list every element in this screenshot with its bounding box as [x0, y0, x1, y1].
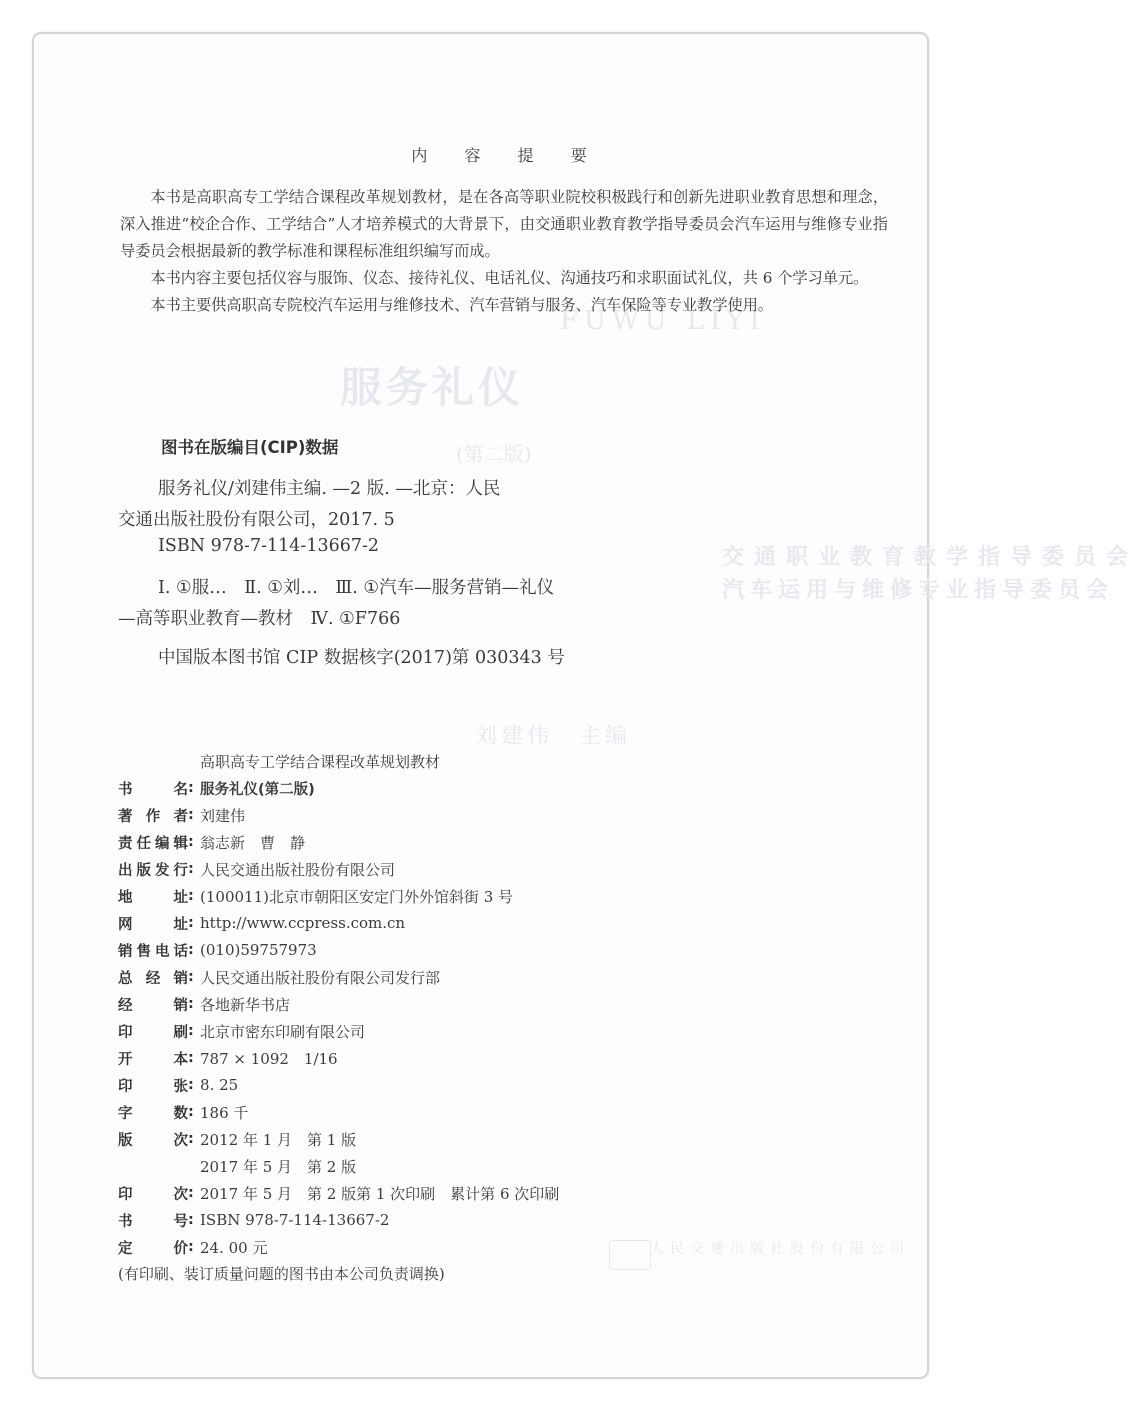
colon: : [188, 969, 194, 985]
colophon-row [118, 831, 305, 853]
colophon-row [118, 1236, 267, 1258]
colophon-label: 著作者 [118, 808, 188, 825]
cip-line: 服务礼仪/刘建伟主编. —2 版. —北京：人民 [158, 479, 501, 499]
colophon-value: 24. 00 元 [200, 1238, 268, 1257]
colophon-label: 书号 [118, 1213, 188, 1230]
colophon-value: 人民交通出版社股份有限公司发行部 [200, 968, 441, 987]
summary-paragraph: 本书内容主要包括仪容与服饰、仪态、接待礼仪、电话礼仪、沟通技巧和求职面试礼仪，共 6 个学习单元。 [150, 269, 869, 287]
summary-paragraph: 本书主要供高职高专院校汽车运用与维修技术、汽车营销与服务、汽车保险等专业教学使用。 [150, 296, 774, 314]
colon: : [188, 1185, 194, 1201]
cip-line: —高等职业教育—教材 Ⅳ. ①F766 [118, 609, 401, 629]
ghost-press: 人民交通出版社股份有限公司 [650, 1241, 910, 1257]
colophon-row [118, 777, 315, 799]
colophon-row-continued [118, 1155, 356, 1177]
colophon-label: 销售电话 [118, 943, 188, 960]
colophon-value: 刘建伟 [200, 806, 246, 825]
colophon-row [118, 1101, 248, 1123]
ghost-author: 刘建伟 主编 [475, 724, 632, 749]
cip-line: ISBN 978-7-114-13667-2 [158, 536, 380, 556]
colon: : [188, 780, 194, 796]
ghost-org-line1: 交通职业教育教学指导委员会 [722, 544, 1138, 570]
colophon-value: 787 × 1092 1/16 [200, 1049, 338, 1068]
colophon-label: 印次 [118, 1186, 188, 1203]
colon: : [188, 996, 194, 1012]
ghost-edition: (第二版) [456, 442, 532, 466]
colon: : [188, 888, 194, 904]
colon: : [188, 1239, 194, 1255]
colophon-value: 服务礼仪(第二版) [200, 781, 315, 798]
colophon-value: 8. 25 [200, 1076, 239, 1094]
colophon-value: (100011)北京市朝阳区安定门外外馆斜街 3 号 [200, 887, 514, 906]
colophon-value: 各地新华书店 [200, 995, 291, 1014]
colophon-row [118, 939, 317, 961]
cip-title: 图书在版编目(CIP)数据 [161, 438, 339, 457]
colon: : [188, 807, 194, 823]
colophon-label: 开本 [118, 1051, 188, 1068]
colophon-row [118, 858, 395, 880]
colophon-row [118, 1209, 389, 1231]
colon: : [188, 942, 194, 958]
colophon-value: 2017 年 5 月 第 2 版 [200, 1157, 357, 1176]
colophon-value: 翁志新 曹 静 [200, 833, 306, 852]
colophon-row [118, 804, 245, 826]
colophon-value: 北京市密东印刷有限公司 [200, 1022, 366, 1041]
colophon-row [118, 1047, 338, 1069]
colophon-row [118, 885, 513, 907]
colophon-row [118, 1128, 356, 1150]
colon: : [188, 1077, 194, 1093]
quality-note: (有印刷、装订质量问题的图书由本公司负责调换) [118, 1265, 445, 1283]
colon: : [188, 1104, 194, 1120]
colophon-value: (010)59757973 [200, 941, 317, 959]
summary-heading: 内 容 提 要 [411, 146, 603, 165]
summary-paragraph: 本书是高职高专工学结合课程改革规划教材，是在各高等职业院校积极践行和创新先进职业教育思想和理念，深入推进“校企合作、工学结合”人才培养模式的大背景下，由交通职业教育教学指导委员会汽车运用与维修专业指导委员会根据最新的教学标准和课程标准组织编写而成。 [120, 188, 888, 260]
colophon-value: 2017 年 5 月 第 2 版第 1 次印刷 累计第 6 次印刷 [200, 1184, 560, 1203]
colon: : [188, 834, 194, 850]
colophon-row [118, 1020, 365, 1042]
colon: : [188, 1212, 194, 1228]
series-name: 高职高专工学结合课程改革规划教材 [200, 753, 441, 771]
colophon-label: 印张 [118, 1078, 188, 1095]
colophon-label: 定价 [118, 1240, 188, 1257]
colophon-value: ISBN 978-7-114-13667-2 [200, 1211, 390, 1229]
colophon-label: 总经销 [118, 970, 188, 987]
summary-body [120, 184, 888, 319]
colophon-label: 网址 [118, 916, 188, 933]
ghost-org-line2: 汽车运用与维修专业指导委员会 [722, 577, 1115, 603]
colophon-label: 印刷 [118, 1024, 188, 1041]
colophon-label: 版次 [118, 1132, 188, 1149]
colophon-value: 186 千 [200, 1103, 249, 1122]
colophon-label: 出版发行 [118, 862, 188, 879]
colon: : [188, 861, 194, 877]
colon: : [188, 1023, 194, 1039]
cip-line: 中国版本图书馆 CIP 数据核字(2017)第 030343 号 [158, 648, 565, 668]
ghost-title: 服务礼仪 [340, 363, 525, 412]
colophon-label: 经销 [118, 997, 188, 1014]
cip-line: Ⅰ. ①服… Ⅱ. ①刘… Ⅲ. ①汽车—服务营销—礼仪 [158, 578, 555, 598]
colophon-row [118, 993, 290, 1015]
colophon-row [118, 1074, 238, 1096]
colophon-value: 人民交通出版社股份有限公司 [200, 860, 396, 879]
colophon-label: 地址 [118, 889, 188, 906]
colon: : [188, 1131, 194, 1147]
colophon-label: 书名 [118, 781, 188, 798]
colophon-row [118, 1182, 559, 1204]
ghost-pinyin: FUWU LIYI [560, 306, 766, 336]
colon: : [188, 1050, 194, 1066]
website-link: http://www.ccpress.com.cn [200, 914, 406, 932]
colophon-row [118, 912, 405, 934]
colophon-label: 责任编辑 [118, 835, 188, 852]
cip-line: 交通出版社股份有限公司，2017. 5 [118, 510, 395, 530]
colophon-label: 字数 [118, 1105, 188, 1122]
colophon-row [118, 966, 440, 988]
colon: : [188, 915, 194, 931]
colophon-value: 2012 年 1 月 第 1 版 [200, 1130, 357, 1149]
